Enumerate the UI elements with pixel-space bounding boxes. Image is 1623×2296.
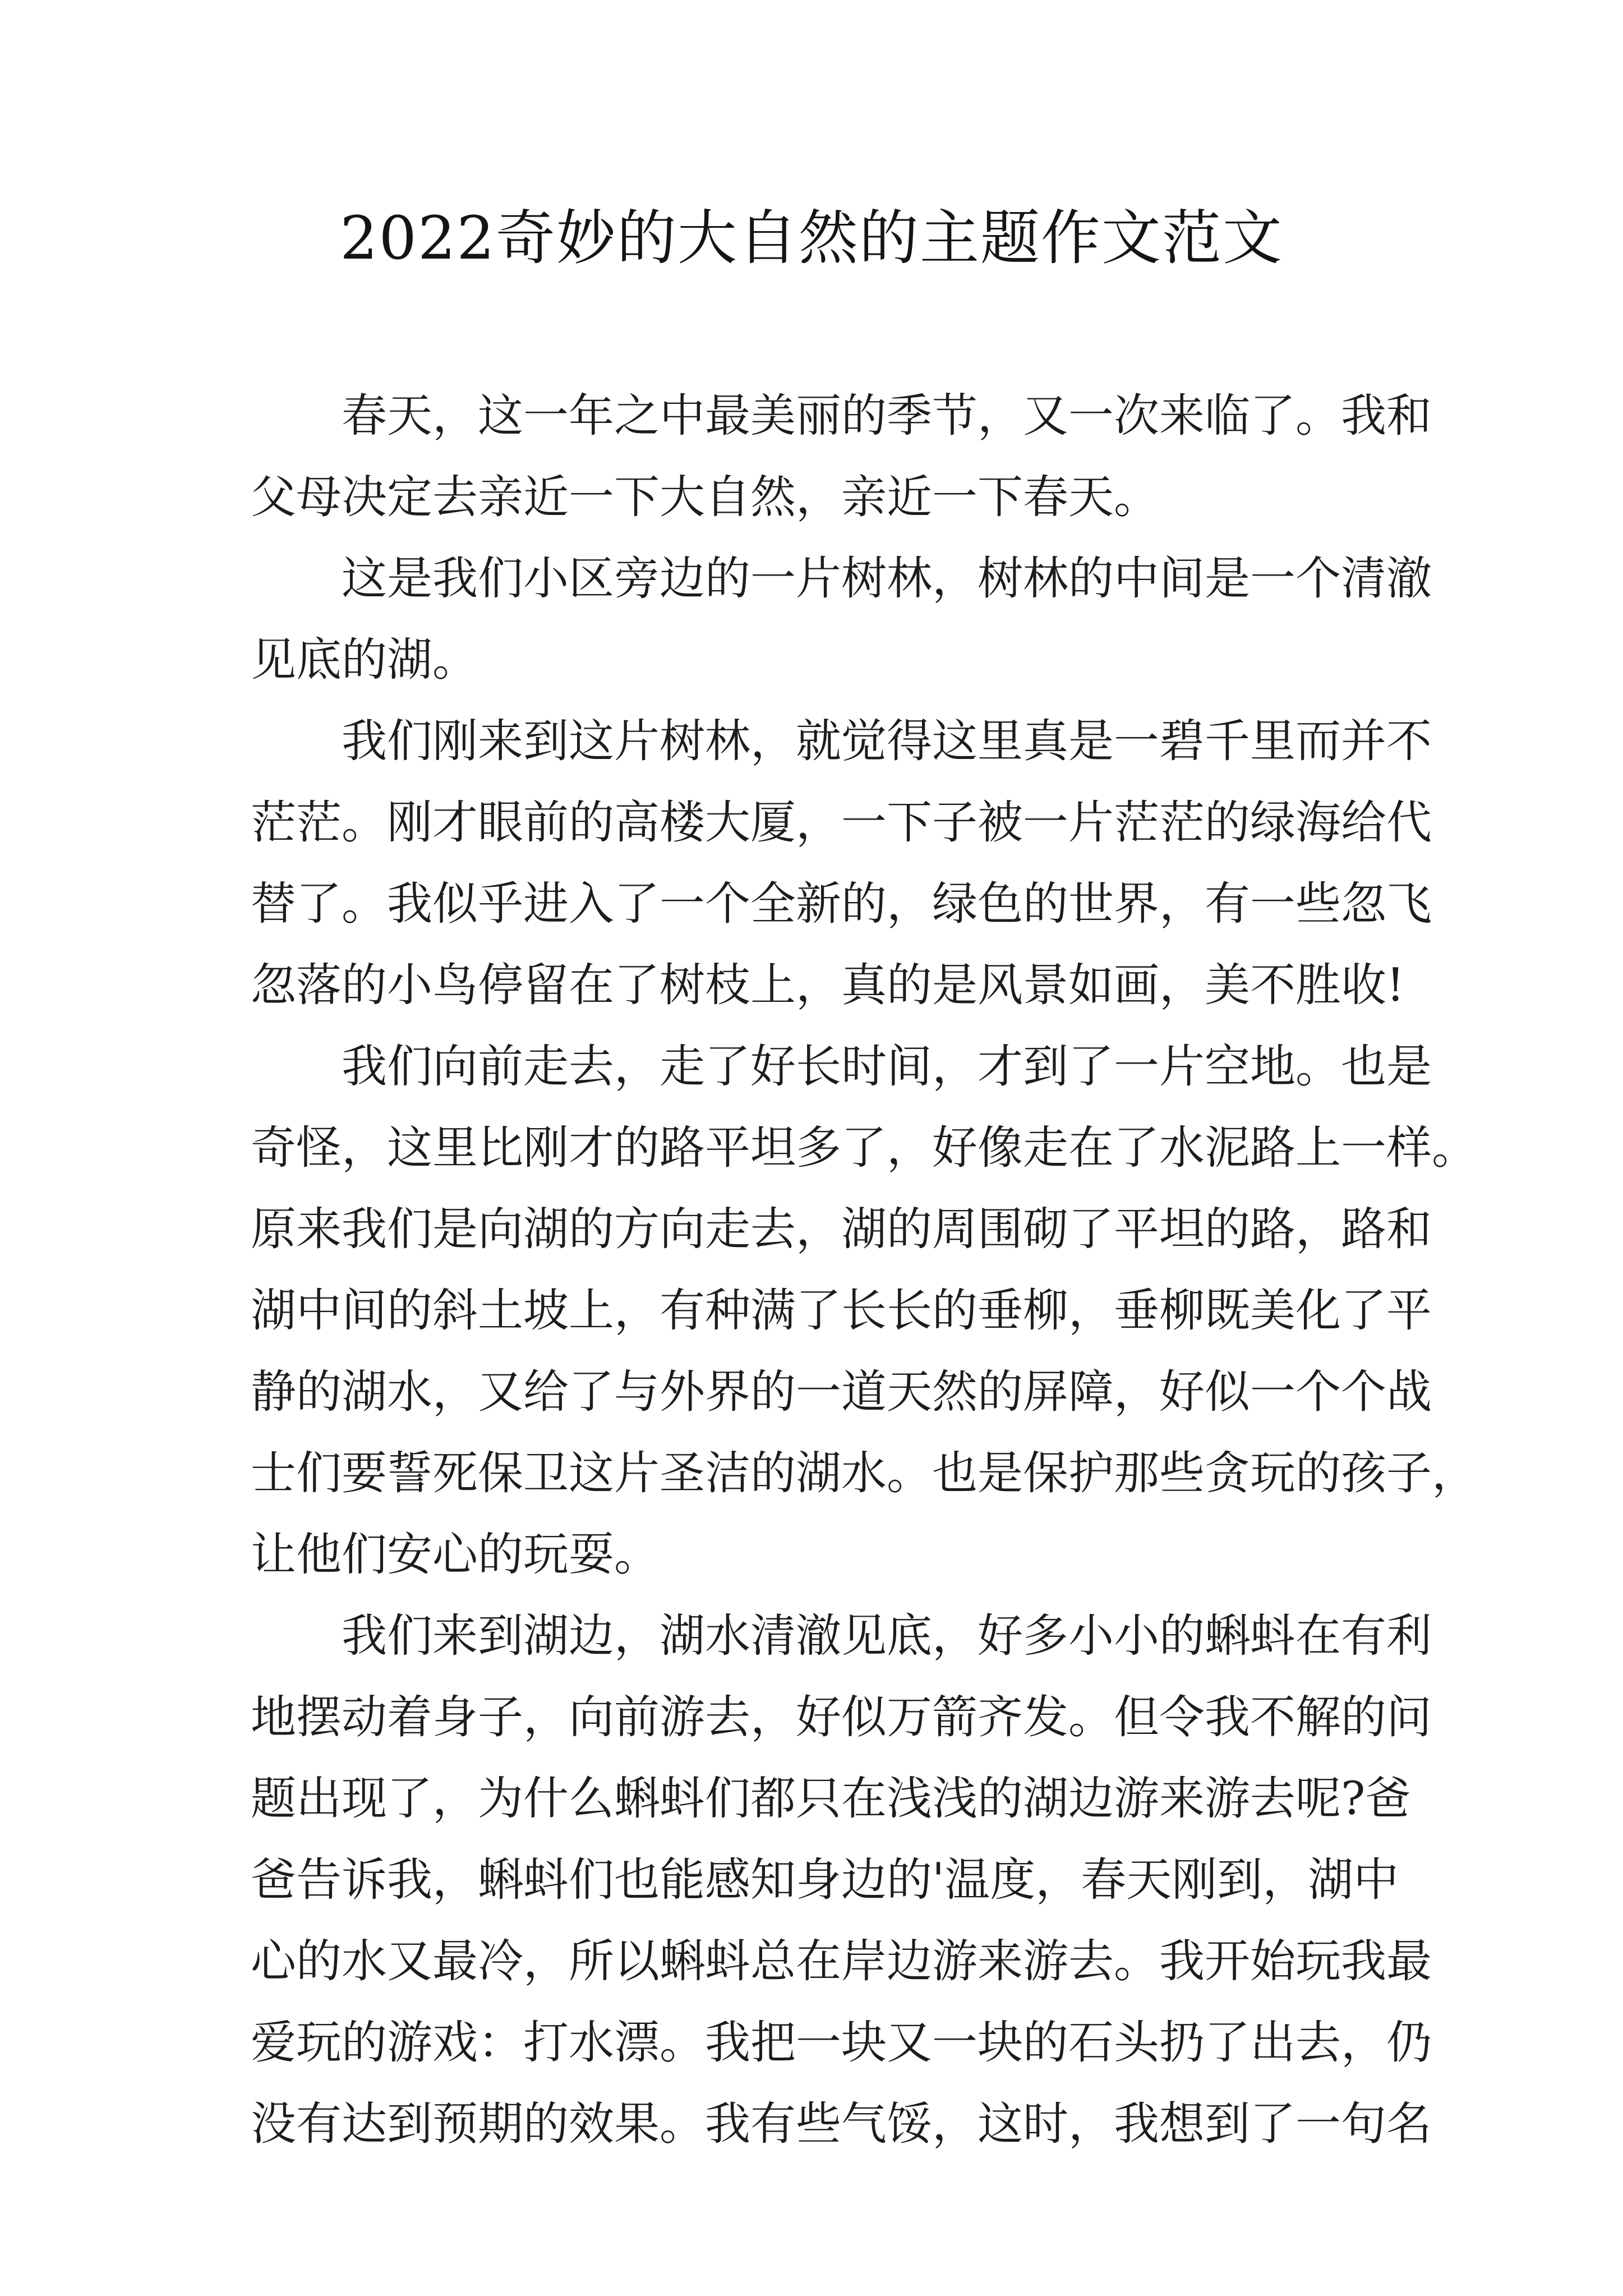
paragraph-4-line-5: 静的湖水，又给了与外界的一道天然的屏障，好似一个个战 <box>251 1366 1432 1419</box>
paragraph-3-line-3: 替了。我似乎进入了一个全新的，绿色的世界，有一些忽飞 <box>251 878 1432 931</box>
paragraph-5-line-4: 爸告诉我，蝌蚪们也能感知身边的'温度，春天刚到，湖中 <box>251 1854 1399 1907</box>
paragraph-5-line-5: 心的水又最冷，所以蝌蚪总在岸边游来游去。我开始玩我最 <box>251 1935 1432 1988</box>
paragraph-1-line-1: 春天，这一年之中最美丽的季节，又一次来临了。我和 <box>342 390 1432 443</box>
paragraph-3-line-1: 我们刚来到这片树林，就觉得这里真是一碧千里而并不 <box>342 715 1432 768</box>
paragraph-4-line-7: 让他们安心的玩耍。 <box>251 1529 660 1581</box>
paragraph-2-line-2: 见底的湖。 <box>251 634 478 687</box>
paragraph-4-line-2: 奇怪，这里比刚才的路平坦多了，好像走在了水泥路上一样。 <box>251 1122 1478 1175</box>
paragraph-5-line-1: 我们来到湖边，湖水清澈见底，好多小小的蝌蚪在有利 <box>342 1610 1432 1663</box>
paragraph-3-line-2: 茫茫。刚才眼前的高楼大厦，一下子被一片茫茫的绿海给代 <box>251 797 1432 849</box>
paragraph-1-line-2: 父母决定去亲近一下大自然，亲近一下春天。 <box>251 471 1160 524</box>
paragraph-5-line-7: 没有达到预期的效果。我有些气馁，这时，我想到了一句名 <box>251 2098 1432 2151</box>
paragraph-5-line-3: 题出现了，为什么蝌蚪们都只在浅浅的湖边游来游去呢?爸 <box>251 1773 1411 1825</box>
paragraph-5-line-6: 爱玩的游戏：打水漂。我把一块又一块的石头扔了出去，仍 <box>251 2017 1432 2069</box>
paragraph-2-line-1: 这是我们小区旁边的一片树林，树林的中间是一个清澈 <box>342 553 1432 605</box>
paragraph-4-line-6: 士们要誓死保卫这片圣洁的湖水。也是保护那些贪玩的孩子， <box>251 1447 1478 1500</box>
paragraph-4-line-3: 原来我们是向湖的方向走去，湖的周围砌了平坦的路，路和 <box>251 1203 1432 1256</box>
paragraph-5-line-2: 地摆动着身子，向前游去，好似万箭齐发。但令我不解的问 <box>251 1691 1432 1744</box>
paragraph-3-line-4: 忽落的小鸟停留在了树枝上，真的是风景如画，美不胜收! <box>251 959 1405 1012</box>
document-title: 2022奇妙的大自然的主题作文范文 <box>340 204 1283 273</box>
paragraph-4-line-1: 我们向前走去，走了好长时间，才到了一片空地。也是 <box>342 1041 1432 1093</box>
paragraph-4-line-4: 湖中间的斜土坡上，有种满了长长的垂柳，垂柳既美化了平 <box>251 1285 1432 1337</box>
